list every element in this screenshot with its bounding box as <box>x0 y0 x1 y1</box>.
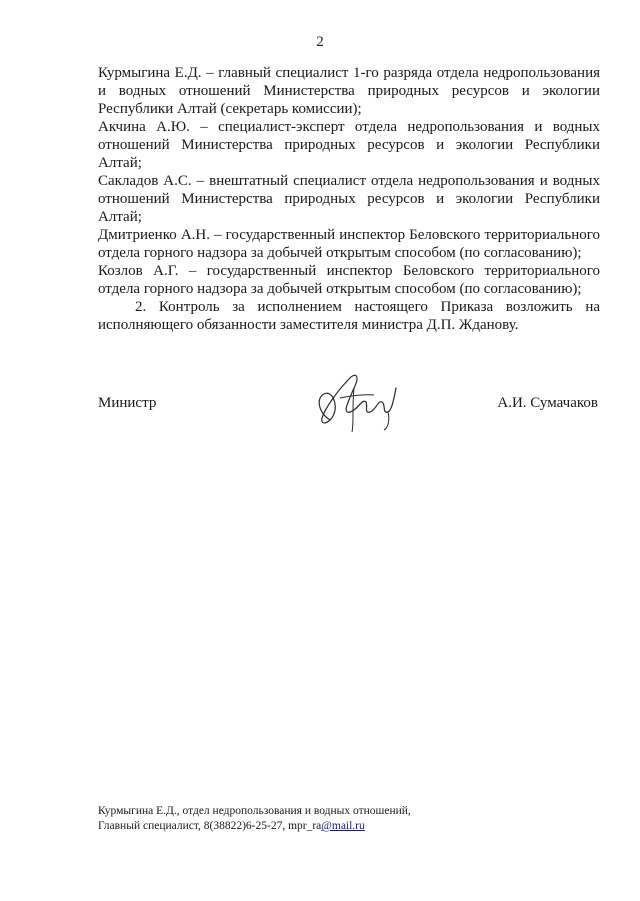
signatory-name: А.И. Сумачаков <box>497 395 598 411</box>
member-entry: Сакладов А.С. – внештатный специалист отдела недропользования и водных отношений Министерства природных ресурсов и экологии Республики Алтай; <box>98 173 600 225</box>
member-entry: Курмыгина Е.Д. – главный специалист 1-го разряда отдела недропользования и водных отношений Министерства природных ресурсов и экологии Республики Алтай (секретарь комиссии); <box>98 65 600 117</box>
footer-contact <box>98 804 518 834</box>
page-number: 2 <box>316 34 324 50</box>
member-entry: Козлов А.Г. – государственный инспектор Беловского территориального отдела горного надзора за добычей открытым способом (по согласованию); <box>98 263 600 297</box>
member-entry: Акчина А.Ю. – специалист-эксперт отдела недропользования и водных отношений Министерства природных ресурсов и экологии Республики Алтай; <box>98 119 600 171</box>
footer-contact-line <box>98 819 518 834</box>
signature-block <box>98 392 600 414</box>
clause-2-paragraph: 2. Контроль за исполнением настоящего Приказа возложить на исполняющего обязанности заместителя министра Д.П. Жданову. <box>98 299 600 333</box>
commission-members-list <box>98 64 600 334</box>
signatory-title: Министр <box>98 395 157 411</box>
email-link[interactable]: @mail.ru <box>321 820 365 832</box>
footer-executor-line: Курмыгина Е.Д., отдел недропользования и водных отношений, <box>98 805 411 817</box>
handwritten-signature <box>310 368 400 434</box>
footer-phone-email-prefix: Главный специалист, 8(38822)6-25-27, mpr_ra <box>98 820 322 832</box>
member-entry: Дмитриенко А.Н. – государственный инспектор Беловского территориального отдела горного надзора за добычей открытым способом (по согласованию); <box>98 227 600 261</box>
